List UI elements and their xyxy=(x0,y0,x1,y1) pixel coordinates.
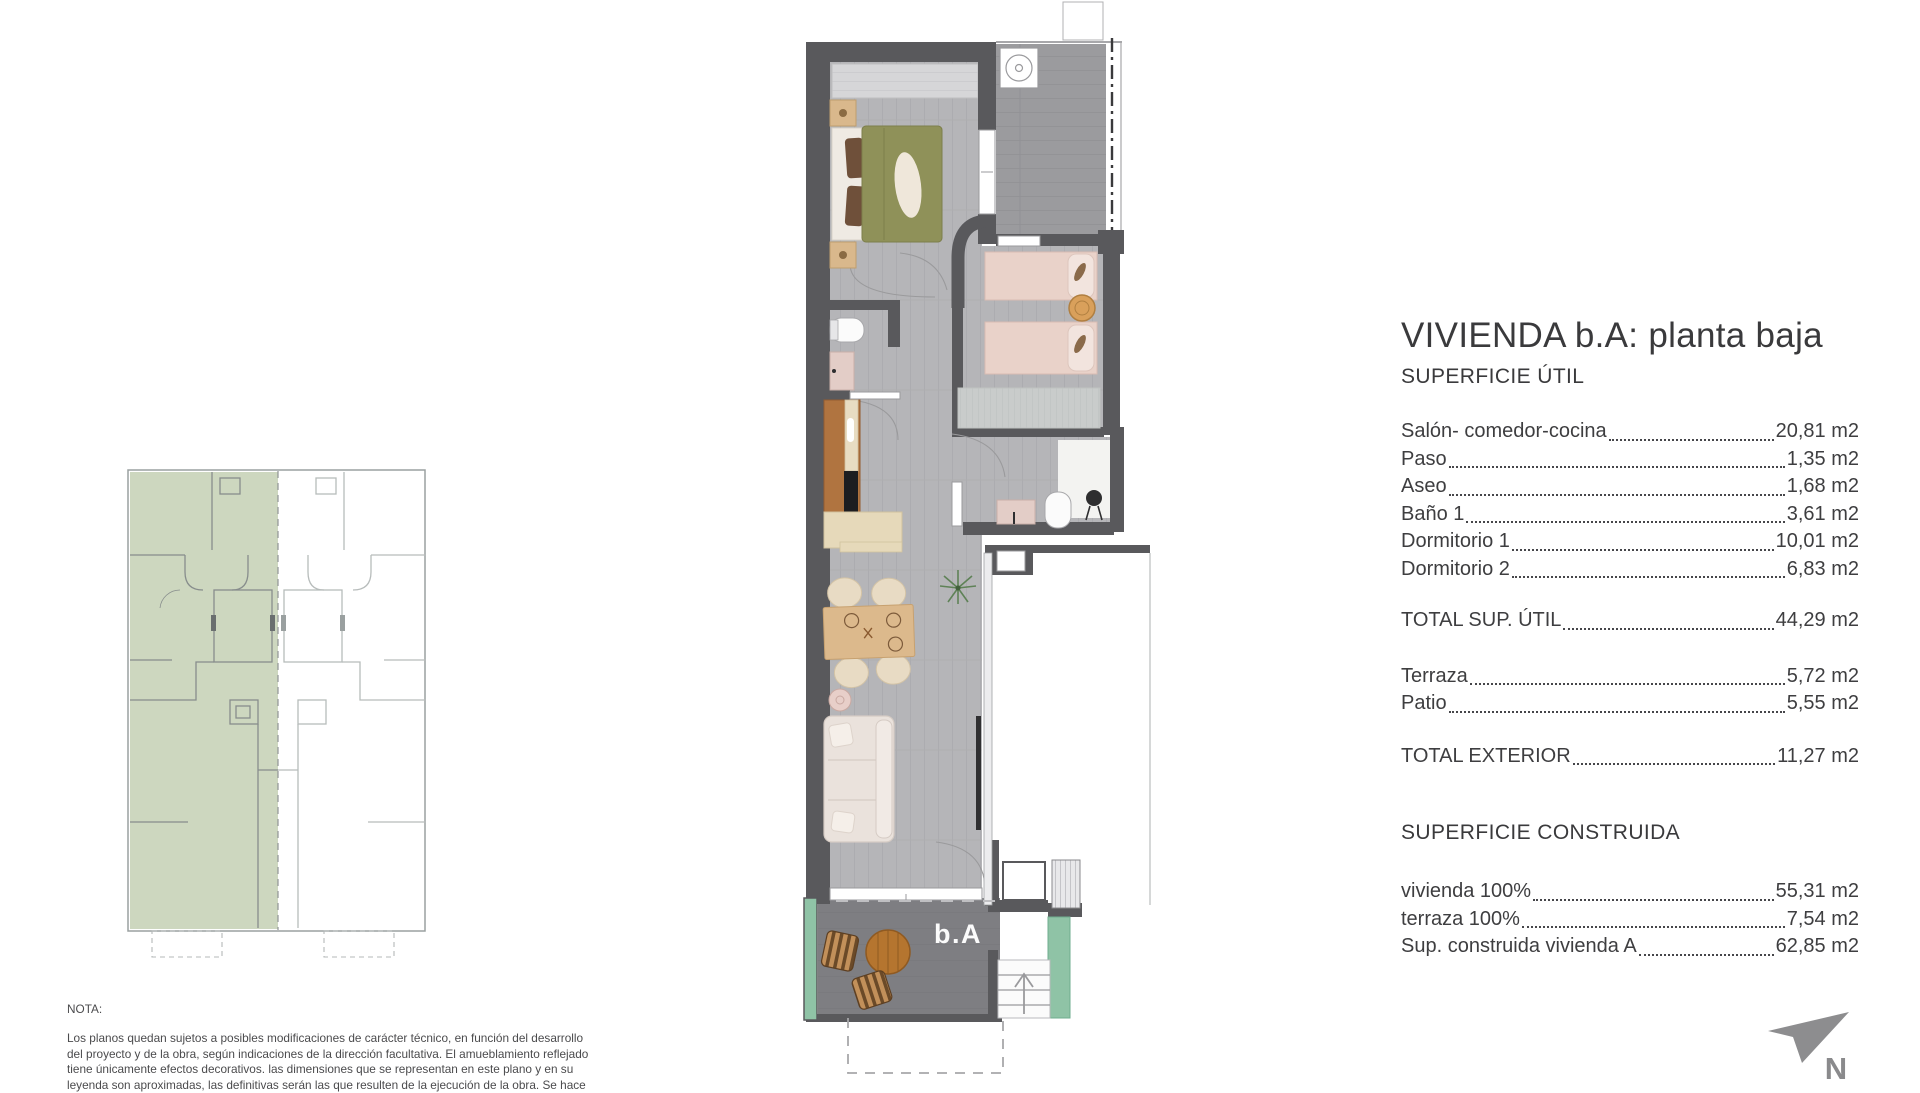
info-panel xyxy=(1401,316,1859,961)
key-plan-projection-left xyxy=(152,931,222,957)
area-row-label: Paso xyxy=(1401,447,1447,470)
area-row xyxy=(1401,501,1859,529)
area-row xyxy=(1401,933,1859,961)
nota-line: tiene únicamente efectos decorativos. las dimensiones que se representan en este plano y en su xyxy=(67,1062,574,1077)
sink-bath xyxy=(997,500,1035,524)
main-plan xyxy=(804,2,1150,1073)
unit-label: b.A xyxy=(934,919,982,949)
area-row-label: Baño 1 xyxy=(1401,502,1465,525)
upper-outline-box xyxy=(1063,2,1103,40)
planter-left xyxy=(804,898,817,1020)
area-row-value: 10,01 m2 xyxy=(1775,530,1859,552)
total-util-row xyxy=(1401,607,1859,635)
dotted-leader xyxy=(1563,628,1773,630)
sofa xyxy=(824,716,894,842)
superficie-util-heading: SUPERFICIE ÚTIL xyxy=(1401,365,1585,388)
rug xyxy=(958,388,1100,428)
key-plan-projection-right xyxy=(324,931,394,957)
area-row-label: Aseo xyxy=(1401,475,1447,497)
dotted-leader xyxy=(1573,763,1775,765)
superficie-util-rows xyxy=(1401,418,1859,583)
area-row-value: 62,85 m2 xyxy=(1775,935,1859,957)
page-title: VIVIENDA b.A: planta baja xyxy=(1401,316,1823,355)
toilet-aseo xyxy=(830,318,864,342)
area-row xyxy=(1401,878,1859,906)
nota-line: leyenda son aproximadas, las definitivas serán las que resulten de la ejecución de la obra. Se hace xyxy=(67,1077,586,1092)
key-plan xyxy=(128,470,426,957)
area-row-label: Salón- comedor-cocina xyxy=(1401,420,1607,442)
area-row-label: vivienda 100% xyxy=(1401,880,1532,902)
area-row-value: 11,27 m2 xyxy=(1777,744,1859,767)
side-table xyxy=(829,689,851,711)
exterior-rows xyxy=(1401,663,1859,718)
area-row-value: 20,81 m2 xyxy=(1775,420,1859,442)
area-row-value: 55,31 m2 xyxy=(1775,880,1859,902)
area-row xyxy=(1401,418,1859,446)
area-row xyxy=(1401,690,1859,718)
total-exterior-row xyxy=(1401,743,1859,771)
area-row xyxy=(1401,556,1859,584)
area-row-value: 1,68 m2 xyxy=(1786,475,1859,497)
dotted-leader xyxy=(1609,439,1774,441)
area-row-label: Terraza xyxy=(1401,664,1468,687)
area-row-value: 1,35 m2 xyxy=(1786,447,1859,470)
projection-dashed-outline xyxy=(848,1018,1003,1073)
superficie-construida-heading: SUPERFICIE CONSTRUIDA xyxy=(1401,821,1681,844)
area-row xyxy=(1401,528,1859,556)
area-row-value: 6,83 m2 xyxy=(1786,557,1859,580)
north-label: N xyxy=(1824,1051,1848,1086)
dotted-leader xyxy=(1466,521,1784,523)
terrace-table xyxy=(866,930,910,974)
area-row-label: Patio xyxy=(1401,692,1447,714)
dotted-leader xyxy=(1470,683,1785,685)
area-row-label: TOTAL SUP. ÚTIL xyxy=(1401,609,1562,631)
nota-block xyxy=(67,1002,612,1093)
superficie-construida-rows xyxy=(1401,878,1859,961)
wardrobe xyxy=(832,64,978,98)
fan-unit-icon xyxy=(1000,48,1038,88)
area-row-value: 44,29 m2 xyxy=(1775,609,1859,631)
area-row-value: 5,55 m2 xyxy=(1786,692,1859,714)
toilet-bath xyxy=(1045,492,1071,528)
terrace-stool-1 xyxy=(821,930,860,972)
dotted-leader xyxy=(1512,549,1774,551)
nota-line: del proyecto y de la obra, según indicaciones de la dirección facultativa. El amueblamiento reflejado xyxy=(67,1046,589,1061)
north-arrow xyxy=(1768,1012,1849,1086)
louvered-unit xyxy=(1052,860,1080,908)
area-row xyxy=(1401,663,1859,691)
dotted-leader xyxy=(1533,899,1774,901)
planter-right xyxy=(1048,917,1070,1018)
area-row-value: 7,54 m2 xyxy=(1786,907,1859,930)
area-row-label: TOTAL EXTERIOR xyxy=(1401,744,1571,767)
area-row-value: 5,72 m2 xyxy=(1786,664,1859,687)
stairs xyxy=(998,960,1050,1018)
bed-single-1 xyxy=(985,252,1097,300)
dotted-leader xyxy=(1449,711,1785,713)
dotted-leader xyxy=(1449,466,1785,468)
area-row-label: Dormitorio 2 xyxy=(1401,557,1510,580)
area-row xyxy=(1401,473,1859,501)
sliding-door-frame xyxy=(976,716,981,830)
area-row xyxy=(1401,446,1859,474)
area-row-label: Sup. construida vivienda A xyxy=(1401,935,1637,957)
area-row xyxy=(1401,906,1859,934)
area-row-label: terraza 100% xyxy=(1401,907,1520,930)
dotted-leader xyxy=(1522,926,1785,928)
nota-heading: NOTA: xyxy=(67,1002,103,1016)
glazed-wall xyxy=(984,553,992,905)
area-row-label: Dormitorio 1 xyxy=(1401,530,1510,552)
basket-icon xyxy=(1069,295,1095,321)
bed-single-2 xyxy=(985,322,1097,374)
dotted-leader xyxy=(1449,494,1785,496)
nota-line: Los planos quedan sujetos a posibles modificaciones de carácter técnico, en función del desarrollo xyxy=(67,1031,584,1046)
area-row-value: 3,61 m2 xyxy=(1786,502,1859,525)
dotted-leader xyxy=(1512,576,1785,578)
dotted-leader xyxy=(1639,954,1774,956)
bed-double xyxy=(832,126,942,242)
